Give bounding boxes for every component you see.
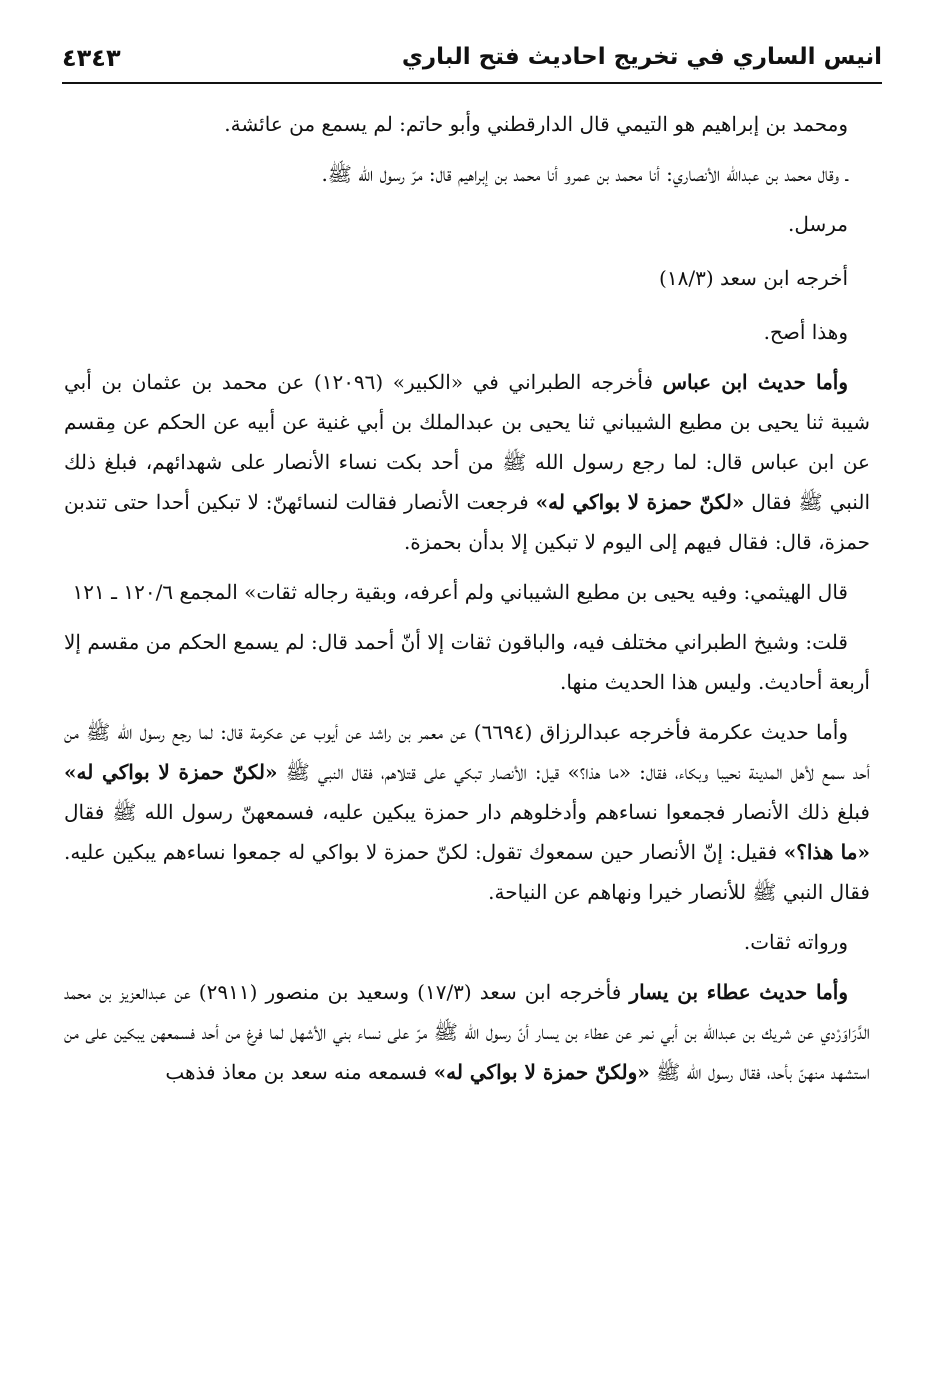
paragraph-1: ومحمد بن إبراهيم هو التيمي قال الدارقطني وأبو حاتم: لم يسمع من عائشة. [224, 112, 848, 136]
hadith-quote: «لكنّ حمزة لا بواكي له» [64, 760, 278, 784]
paragraph-ikrimah: وأما حديث عكرمة فأخرجه عبدالرزاق (٦٦٩٤) عن معمر بن راشد عن أيوب عن عكرمة قال: لما رجع رسول الله ﷺ من أحد سمع لأهل المدينة نحيبا وبكاء، فقال: «ما هذا؟» قيل: الأنصار تبكي على قتلاهم، فقال النبي ﷺ «لكنّ حمزة لا بواكي له» فبلغ ذلك الأنصار فجمعوا نساءهم وأدخلوهم دار حمزة يبكين عليه، فسمعهنّ رسول الله ﷺ فقال «ما هذا؟» فقيل: إنّ الأنصار حين سمعوك تقول: لكنّ حمزة لا بواكي له جمعوا نساءهم يبكين عليه. فقال النبي ﷺ للأنصار خيرا ونهاهم عن النياحة. [64, 720, 870, 904]
paragraph-2: ـ وقال محمد بن عبدالله الأنصاري: أنا محمد بن عمرو أنا محمد بن إبراهيم قال: مرّ رسول الله ﷺ. [321, 162, 848, 186]
page-number: ٤٣٤٣ [62, 44, 121, 72]
section-lead: وأما حديث ابن عباس [662, 370, 849, 394]
main-text [64, 104, 870, 1102]
paragraph-haythami: قال الهيثمي: وفيه يحيى بن مطيع الشيباني ولم أعرفه، وبقية رجاله ثقات» المجمع ١٢٠/٦ ـ ١٢١ [72, 580, 848, 604]
paragraph-3: مرسل. [787, 212, 848, 236]
paragraph-narrators: ورواته ثقات. [743, 930, 848, 954]
paragraph-5: وهذا أصح. [763, 320, 848, 344]
hadith-quote: «ولكنّ حمزة لا بواكي له» [433, 1060, 650, 1084]
running-header [62, 38, 882, 84]
book-title: انيس الساري في تخريج احاديث فتح الباري [401, 44, 882, 70]
hadith-quote: «ما هذا؟» [783, 840, 870, 864]
hadith-quote: «لكنّ حمزة لا بواكي له» [535, 490, 745, 514]
paragraph-ata: وأما حديث عطاء بن يسار فأخرجه ابن سعد (١٧/٣) وسعيد بن منصور (٢٩١١) عن عبدالعزيز بن محمد الدَّرَاوَرْدي عن شريك بن عبدالله بن أبي نمر عن عطاء بن يسار أنّ رسول الله ﷺ مرّ على نساء بني الأشهل لما فرغ من أحد فسمعهن يبكين على من استشهد منهنّ بأحد، فقال رسول الله ﷺ «ولكنّ حمزة لا بواكي له» فسمعه منه سعد بن معاذ فذهب [64, 980, 870, 1084]
paragraph-qultu: قلت: وشيخ الطبراني مختلف فيه، والباقون ثقات إلا أنّ أحمد قال: لم يسمع الحكم من مقسم إلا أربعة أحاديث. وليس هذا الحديث منها. [64, 630, 870, 694]
paragraph-ibn-abbas: وأما حديث ابن عباس فأخرجه الطبراني في «الكبير» (١٢٠٩٦) عن محمد بن عثمان بن أبي شيبة ثنا يحيى بن مطيع الشيباني ثنا يحيى بن عبدالملك بن أبي غنية عن أبيه عن الحكم عن مِقسم عن ابن عباس قال: لما رجع رسول الله ﷺ من أحد بكت نساء الأنصار على شهدائهم، فبلغ ذلك النبي ﷺ فقال «لكنّ حمزة لا بواكي له» فرجعت الأنصار فقالت لنسائهنّ: لا تبكين أحدا حتى تندبن حمزة، قال: فقال فيهم إلى اليوم لا تبكين إلا بدأن بحمزة. [64, 370, 870, 554]
paragraph-4: أخرجه ابن سعد (١٨/٣) [659, 266, 848, 290]
section-lead: وأما حديث عطاء بن يسار [629, 980, 848, 1004]
